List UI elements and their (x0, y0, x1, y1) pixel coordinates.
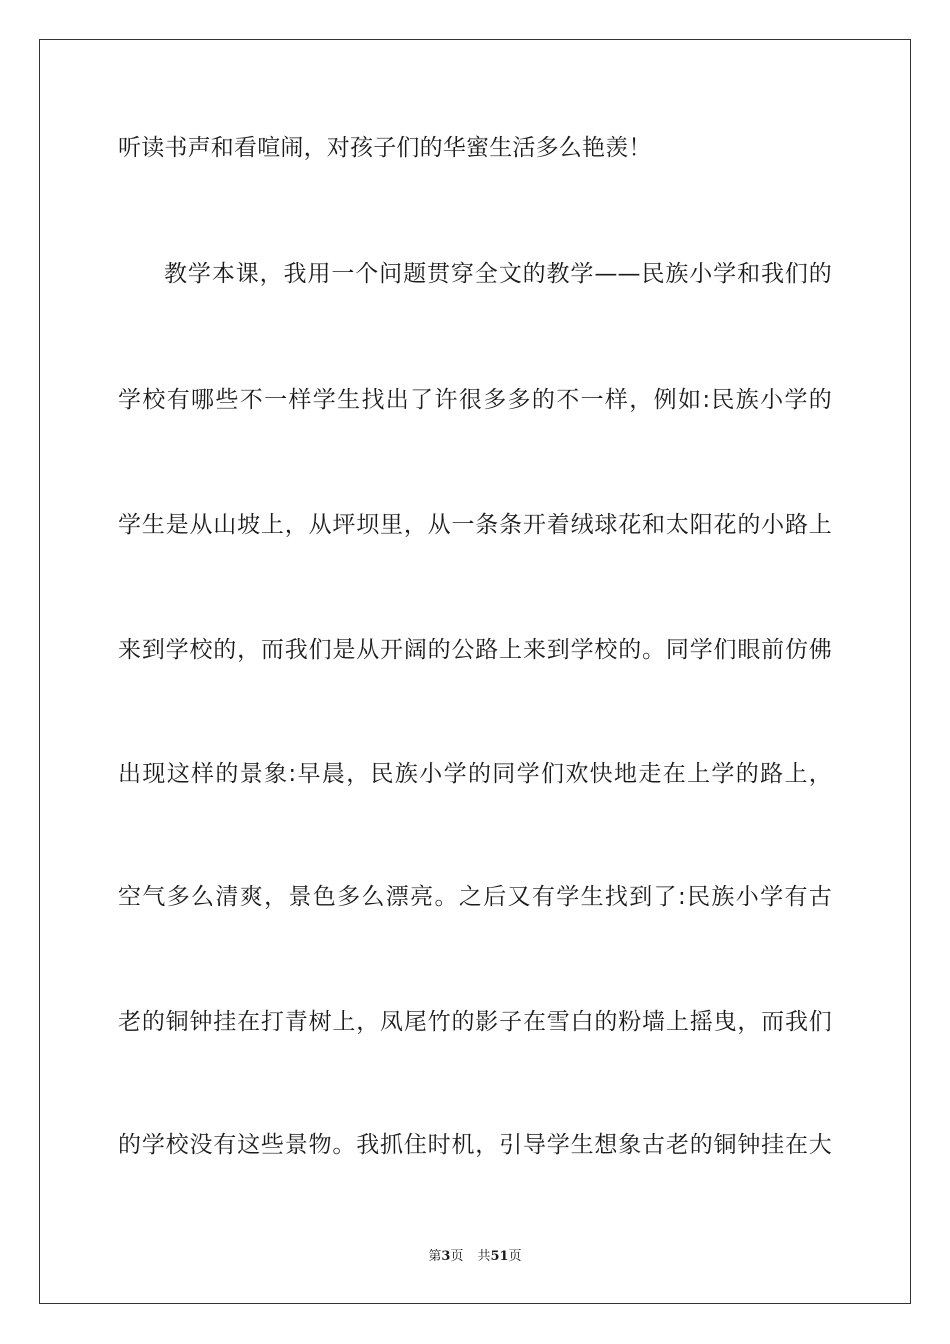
page-number: 3 (441, 1249, 451, 1264)
total-pages: 51 (490, 1249, 509, 1264)
text-line-5: 来到学校的，而我们是从开阔的公路上来到学校的。同学们眼前仿佛 (118, 637, 832, 663)
text-line-3: 学校有哪些不一样学生找出了许很多多的不一样，例如:民族小学的 (118, 387, 832, 413)
text-line-4: 学生是从山坡上，从坪坝里，从一条条开着绒球花和太阳花的小路上 (118, 512, 832, 538)
footer-prefix: 第 (428, 1249, 442, 1264)
page-border (39, 39, 911, 1304)
text-line-6: 出现这样的景象:早晨，民族小学的同学们欢快地走在上学的路上， (118, 761, 832, 787)
footer-page-suffix: 页 (450, 1249, 464, 1264)
text-line-7: 空气多么清爽，景色多么漂亮。之后又有学生找到了:民族小学有古 (118, 884, 832, 910)
page-footer (0, 1248, 950, 1266)
text-line-9: 的学校没有这些景物。我抓住时机，引导学生想象古老的铜钟挂在大 (118, 1132, 832, 1158)
footer-total-prefix: 共 (477, 1249, 491, 1264)
text-line-1: 听读书声和看喧闹，对孩子们的华蜜生活多么艳羡！ (118, 135, 652, 161)
text-line-2: 教学本课，我用一个问题贯穿全文的教学——民族小学和我们的 (164, 261, 832, 287)
text-line-8: 老的铜钟挂在打青树上，凤尾竹的影子在雪白的粉墙上摇曳，而我们 (118, 1009, 832, 1035)
footer-total-suffix: 页 (508, 1249, 522, 1264)
